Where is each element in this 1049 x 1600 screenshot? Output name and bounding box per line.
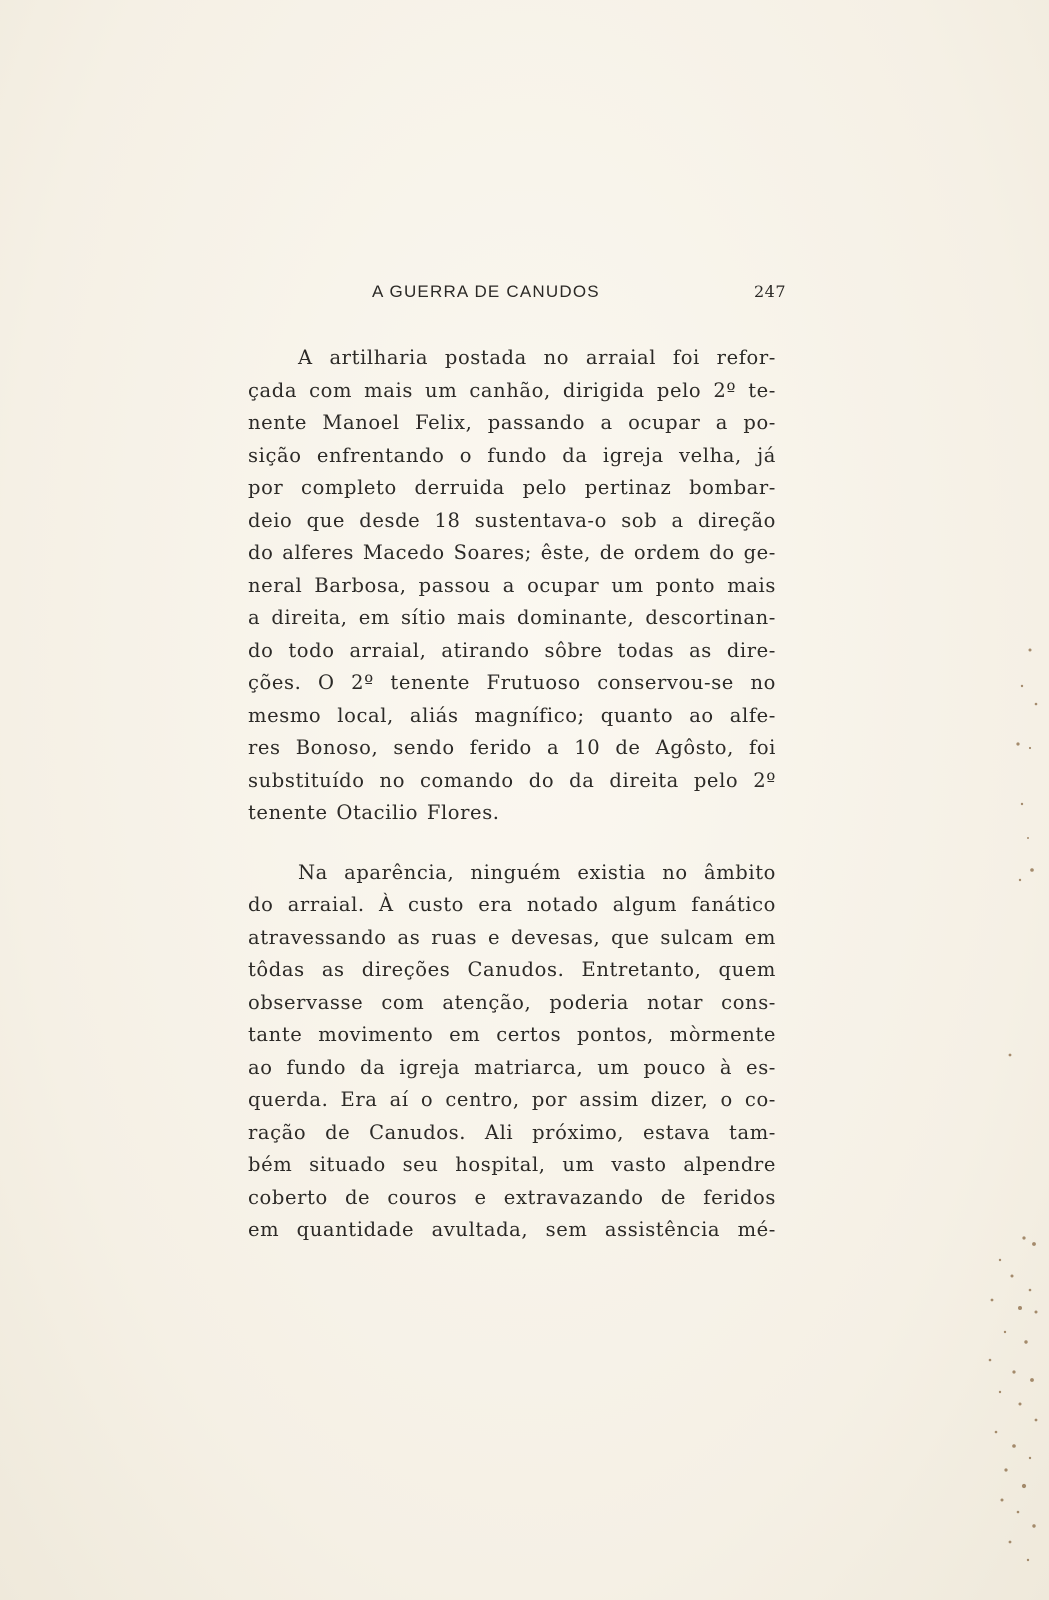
running-title: A GUERRA DE CANUDOS [372, 282, 600, 301]
text-line: tenente Otacilio Flores. [248, 801, 500, 824]
text-line: nente Manoel Felix, passando a ocupar a po- [248, 411, 776, 434]
text-line: observasse com atenção, poderia notar cons- [248, 990, 776, 1014]
text-line: por completo derruida pelo pertinaz bombar- [248, 476, 776, 499]
paragraph-spacer [248, 830, 776, 857]
page-number: 247 [753, 282, 786, 301]
text-line: A artilharia postada no arraial foi refor- [298, 346, 776, 369]
paragraph-1 [248, 342, 776, 830]
text-line: çada com mais um canhão, dirigida pelo 2º te- [248, 378, 776, 402]
text-line: coberto de couros e extravazando de feridos [248, 1185, 776, 1209]
body-text [248, 342, 776, 1247]
text-line: ções. O 2º tenente Frutuoso conservou-se no [248, 671, 776, 694]
text-line: ao fundo da igreja matriarca, um pouco à es- [248, 1055, 776, 1079]
text-line: em quantidade avultada, sem assistência mé- [248, 1218, 776, 1241]
text-line: tôdas as direções Canudos. Entretanto, quem [248, 958, 776, 981]
text-line: substituído no comando do da direita pelo 2º [248, 768, 776, 792]
text-line: a direita, em sítio mais dominante, descortinan- [248, 606, 776, 629]
text-line: bém situado seu hospital, um vasto alpendre [248, 1153, 776, 1176]
text-line: do arraial. À custo era notado algum fanático [248, 893, 776, 916]
paragraph-2 [248, 857, 776, 1247]
text-line: mesmo local, aliás magnífico; quanto ao alfe- [248, 703, 776, 727]
text-line: tante movimento em certos pontos, mòrmente [248, 1023, 776, 1046]
text-line: sição enfrentando o fundo da igreja velha, já [248, 443, 776, 467]
text-line: neral Barbosa, passou a ocupar um ponto mais [248, 573, 776, 597]
text-line: do todo arraial, atirando sôbre todas as dire- [248, 638, 776, 662]
text-line: ração de Canudos. Ali próximo, estava tam- [248, 1120, 776, 1144]
text-line: res Bonoso, sendo ferido a 10 de Agôsto, foi [248, 736, 776, 759]
text-line: querda. Era aí o centro, por assim dizer, o co- [248, 1088, 776, 1111]
text-line: do alferes Macedo Soares; êste, de ordem do ge- [248, 541, 776, 564]
running-header [372, 282, 786, 306]
text-line: deio que desde 18 sustentava-o sob a direção [248, 508, 776, 532]
text-line: Na aparência, ninguém existia no âmbito [298, 860, 776, 884]
text-line: atravessando as ruas e devesas, que sulcam em [248, 925, 776, 949]
